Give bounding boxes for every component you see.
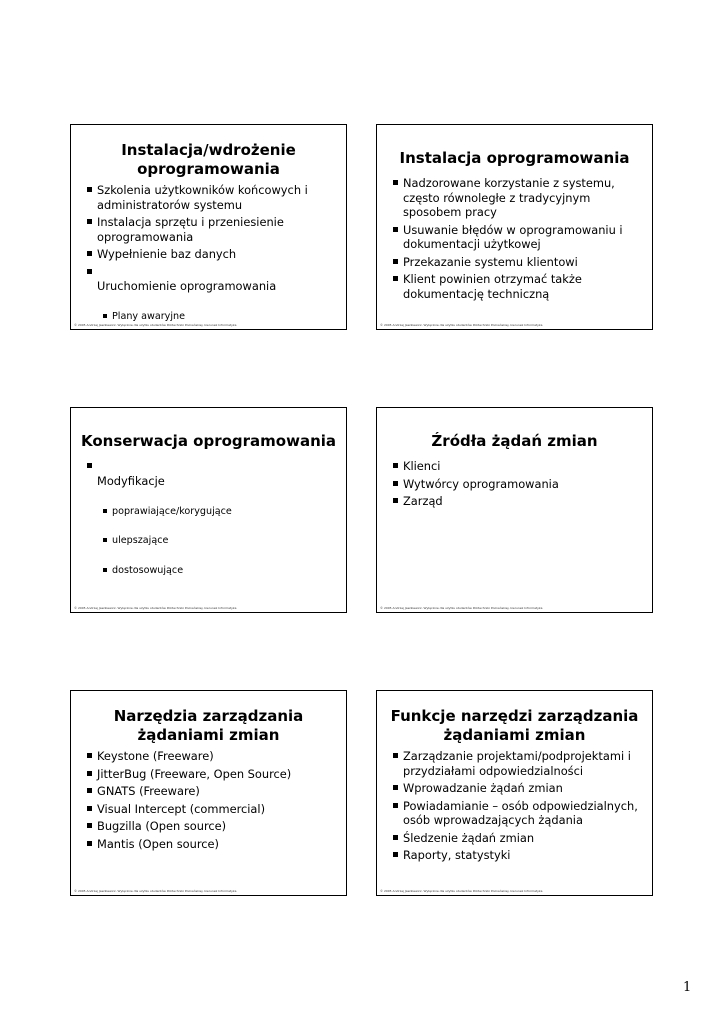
slide-6 xyxy=(376,690,653,896)
slide-footer: © 2005 Andrzej Jaszkiewicz. Wyłącznie dla użytku studentów Politechniki Poznańskiej, kierunek Informatyka xyxy=(74,606,237,610)
bullet-item: Szkolenia użytkowników końcowych i administratorów systemu xyxy=(87,183,340,212)
bullet-list xyxy=(377,176,652,301)
page-number: 1 xyxy=(683,980,692,995)
bullet-item: Keystone (Freeware) xyxy=(87,749,340,764)
slide-footer: © 2005 Andrzej Jaszkiewicz. Wyłącznie dla użytku studentów Politechniki Poznańskiej, kierunek Informatyka xyxy=(74,889,237,893)
sub-bullet-item: ulepszające xyxy=(103,534,340,547)
slide-title: Narzędzia zarządzania żądaniami zmian xyxy=(113,707,304,744)
bullet-item: Usuwanie błędów w oprogramowaniu i dokumentacji użytkowej xyxy=(393,223,646,252)
slide-2 xyxy=(376,124,653,330)
bullet-item: Klient powinien otrzymać także dokumentację techniczną xyxy=(393,272,646,301)
bullet-item: Śledzenie żądań zmian xyxy=(393,831,646,846)
bullet-item: Powiadamianie – osób odpowiedzialnych, osób wprowadzających żądania xyxy=(393,799,646,828)
bullet-text: Uruchomienie oprogramowania xyxy=(97,279,277,293)
sub-bullet-list xyxy=(97,296,340,340)
slide-4 xyxy=(376,407,653,613)
bullet-item xyxy=(87,265,340,355)
bullet-list xyxy=(377,749,652,863)
sub-bullet-item: dostosowujące xyxy=(103,564,340,577)
sub-bullet-item: poprawiające/korygujące xyxy=(103,505,340,518)
slide-title: Funkcje narzędzi zarządzania żądaniami zmian xyxy=(390,707,639,744)
bullet-list xyxy=(71,749,346,851)
bullet-item: JitterBug (Freeware, Open Source) xyxy=(87,767,340,782)
bullet-item: Wytwórcy oprogramowania xyxy=(393,477,646,492)
bullet-item: Wprowadzanie żądań zmian xyxy=(393,781,646,796)
slide-footer: © 2005 Andrzej Jaszkiewicz. Wyłącznie dla użytku studentów Politechniki Poznańskiej, kierunek Informatyka xyxy=(74,323,237,327)
slide-5 xyxy=(70,690,347,896)
bullet-item: Visual Intercept (commercial) xyxy=(87,802,340,817)
bullet-text: Modyfikacje xyxy=(97,473,165,488)
bullet-item: Zarządzanie projektami/podprojektami i przydziałami odpowiedzialności xyxy=(393,749,646,778)
slide-title: Instalacja oprogramowania xyxy=(399,149,630,167)
slide-title: Konserwacja oprogramowania xyxy=(80,432,337,450)
bullet-item: Instalacja sprzętu i przeniesienie oprogramowania xyxy=(87,215,340,244)
slide-footer: © 2005 Andrzej Jaszkiewicz. Wyłącznie dla użytku studentów Politechniki Poznańskiej, kierunek Informatyka xyxy=(380,606,543,610)
bullet-list xyxy=(71,459,346,608)
slide-footer: © 2005 Andrzej Jaszkiewicz. Wyłącznie dla użytku studentów Politechniki Poznańskiej, kierunek Informatyka xyxy=(380,889,543,893)
bullet-item: Klienci xyxy=(393,459,646,474)
bullet-item: Przekazanie systemu klientowi xyxy=(393,255,646,270)
bullet-item xyxy=(87,459,340,608)
bullet-item: Wypełnienie baz danych xyxy=(87,247,340,262)
sub-bullet-list xyxy=(97,490,340,593)
slide-title: Instalacja/wdrożenie oprogramowania xyxy=(121,141,296,178)
bullet-item: GNATS (Freeware) xyxy=(87,784,340,799)
bullet-list xyxy=(377,459,652,509)
slide-footer: © 2005 Andrzej Jaszkiewicz. Wyłącznie dla użytku studentów Politechniki Poznańskiej, kierunek Informatyka xyxy=(380,323,543,327)
bullet-list xyxy=(71,183,346,354)
bullet-item: Nadzorowane korzystanie z systemu, często równoległe z tradycyjnym sposobem pracy xyxy=(393,176,646,220)
bullet-item: Bugzilla (Open source) xyxy=(87,819,340,834)
slide-1 xyxy=(70,124,347,330)
slide-title: Źródła żądań zmian xyxy=(431,432,598,450)
slide-3 xyxy=(70,407,347,613)
bullet-item: Zarząd xyxy=(393,494,646,509)
bullet-item: Raporty, statystyki xyxy=(393,848,646,863)
bullet-item: Mantis (Open source) xyxy=(87,837,340,852)
sub-bullet-item: Plany awaryjne xyxy=(103,310,340,323)
